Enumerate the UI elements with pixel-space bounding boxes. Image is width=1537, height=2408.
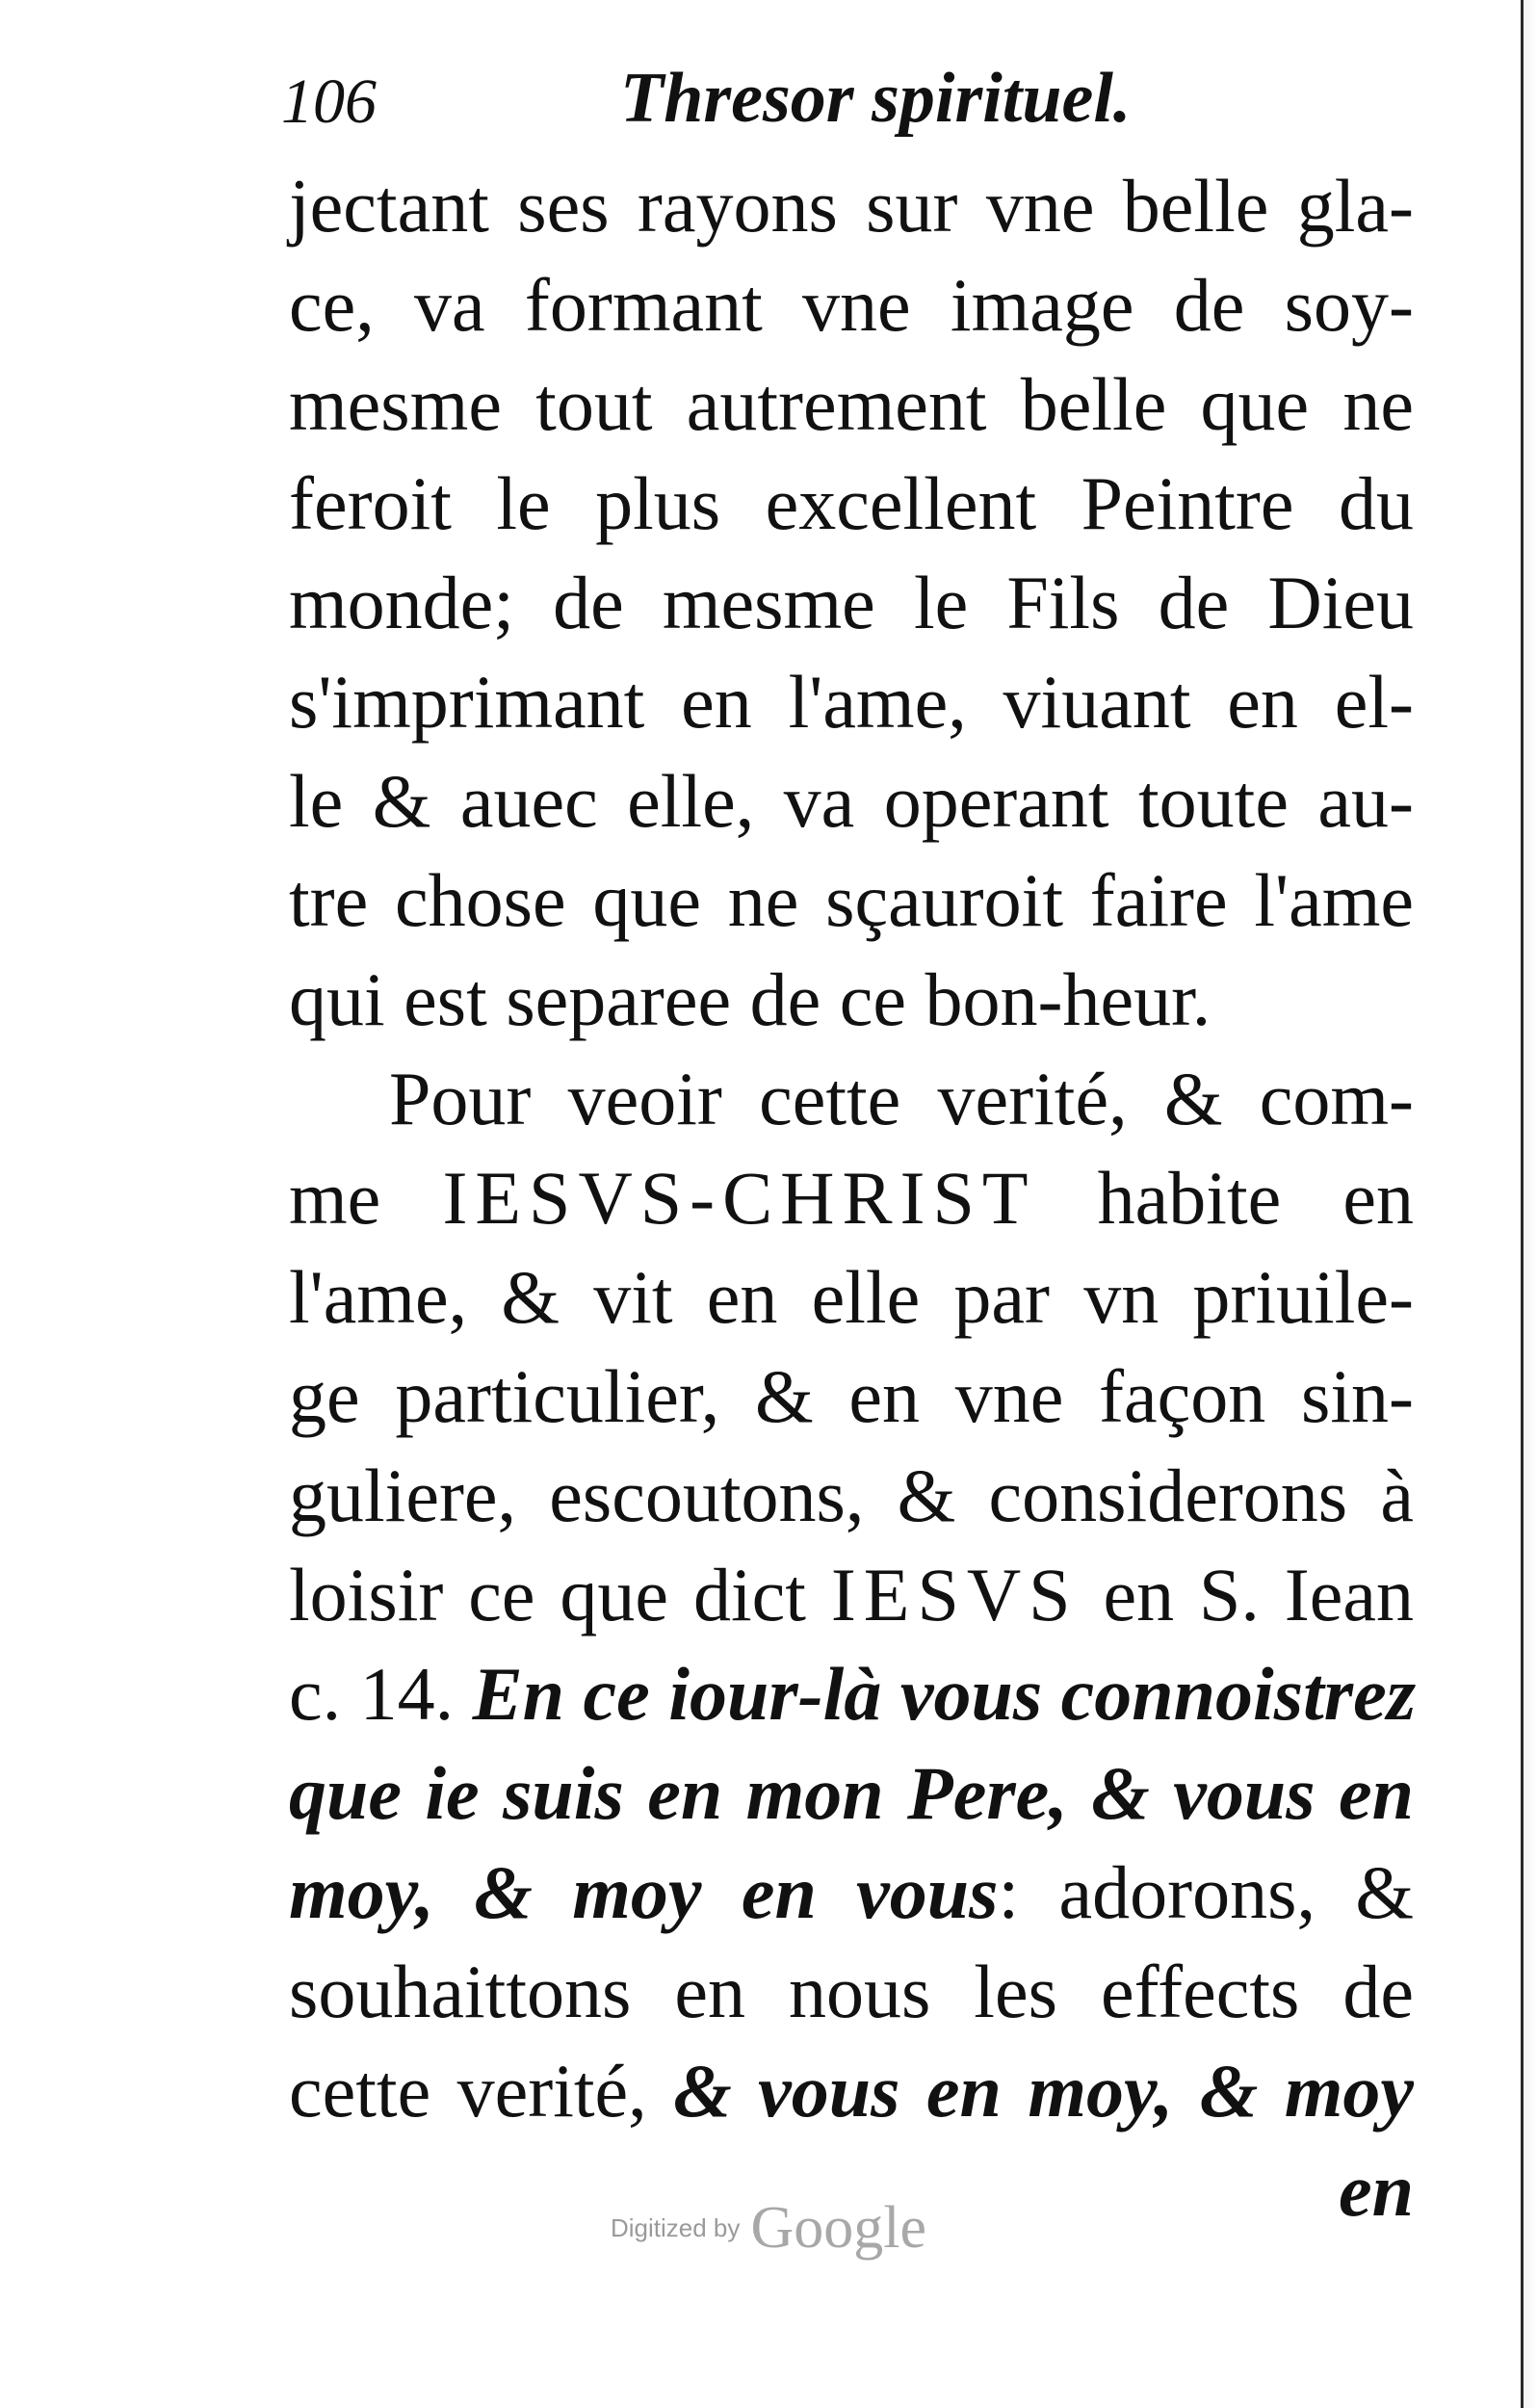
text-line: me IESVS-CHRIST habite en [289,1156,1414,1240]
text-line: c. 14. En ce iour-là vous connoistrez [289,1652,1417,1736]
text-line: souhaittons en nous les effects de [289,1950,1414,2033]
text-line: jectant ses rayons sur vne belle gla- [289,164,1414,248]
page-number: 106 [281,66,377,137]
text-line: loisir ce que dict IESVS en S. Iean [289,1553,1415,1636]
running-header [281,58,1148,154]
text-line: le & auec elle, va operant toute au- [289,759,1414,843]
small-caps-name: IESVS [830,1553,1079,1636]
paragraph-start-line: Pour veoir cette verité, & com- [389,1057,1414,1140]
italic-quote: que ie suis en mon Pere, & vous en [289,1751,1414,1835]
italic-quote: En ce iour-là vous connoistrez [472,1652,1417,1736]
page-gutter [1521,0,1537,2408]
text-line: qui est separee de ce bon-heur. [289,957,1211,1041]
catchword: en [1339,2148,1414,2232]
body-text [289,156,1417,2239]
text-line [289,1743,1414,1843]
running-title: Thresor spirituel. [620,59,1132,138]
small-caps-name: IESVS-CHRIST [442,1156,1036,1240]
italic-quote: moy, & moy en vous [289,1850,999,1934]
text-line: moy, & moy en vous: adorons, & [289,1850,1414,1934]
text-line: l'ame, & vit en elle par vn priuile- [289,1255,1414,1339]
text-line: feroit le plus excellent Peintre du [289,461,1414,545]
text-line: tre chose que ne sçauroit faire l'ame [289,858,1414,942]
google-logo: Google [750,2195,927,2261]
text-line: mesme tout autrement belle que ne [289,362,1414,446]
text-line: cette verité, & vous en moy, & moy [289,2049,1414,2133]
text-line: monde; de mesme le Fils de Dieu [289,561,1414,644]
text-line: guliere, escoutons, & considerons à [289,1453,1414,1537]
text-line: ce, va formant vne image de soy- [289,263,1414,347]
italic-quote: & vous en moy, & moy [673,2049,1414,2133]
text-line: ge particulier, & en vne façon sin- [289,1354,1414,1438]
digitization-watermark [0,2194,1537,2271]
digitized-by-label: Digitized by [610,2213,741,2242]
text-line: s'imprimant en l'ame, viuant en el- [289,660,1414,744]
